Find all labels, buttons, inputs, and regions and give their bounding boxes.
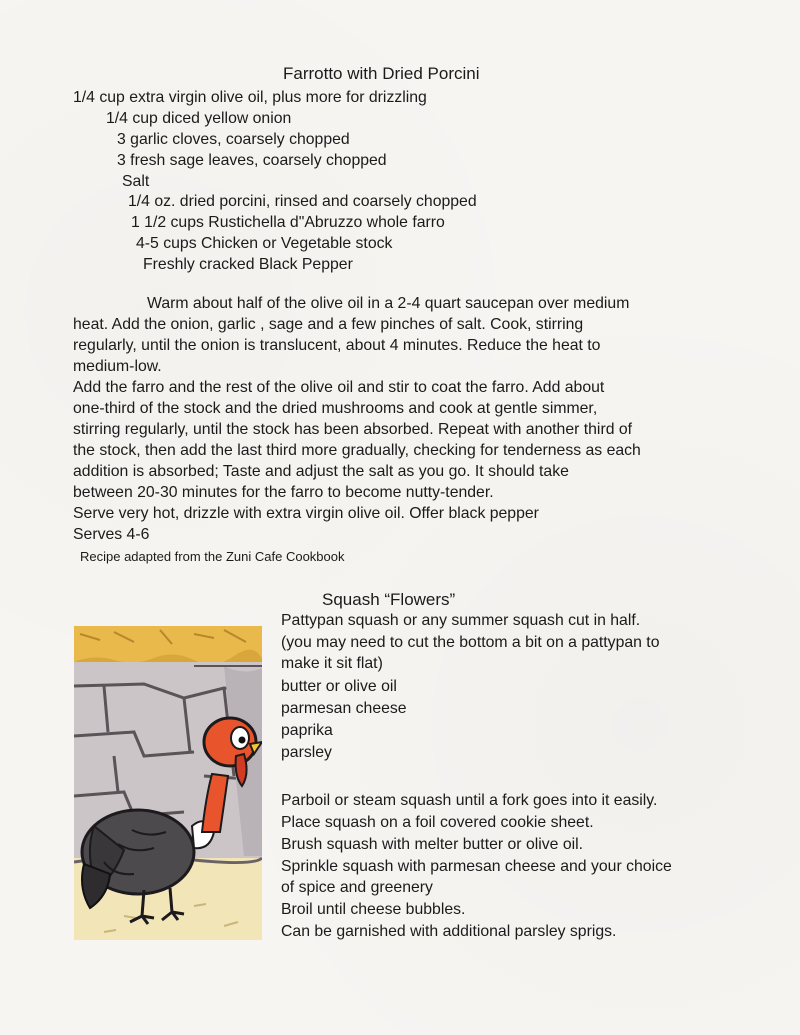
instruction-line: between 20-30 minutes for the farro to become nutty-tender. (73, 484, 494, 501)
ingredient-line: 1/4 cup diced yellow onion (106, 110, 292, 127)
instruction-line: Sprinkle squash with parmesan cheese and your choice (281, 858, 672, 875)
ingredient-line: make it sit flat) (281, 655, 383, 672)
turkey-cartoon (74, 626, 262, 940)
instruction-line: Broil until cheese bubbles. (281, 901, 466, 918)
ingredient-line: paprika (281, 722, 333, 739)
instruction-line: Brush squash with melter butter or olive oil. (281, 836, 584, 853)
ingredients-squash (281, 610, 660, 763)
ingredient-line: Freshly cracked Black Pepper (143, 256, 353, 273)
ingredient-line: 1/4 oz. dried porcini, rinsed and coarsely chopped (128, 193, 477, 210)
instruction-line: Serve very hot, drizzle with extra virgin olive oil. Offer black pepper (73, 505, 539, 522)
recipe-title-squash: Squash “Flowers” (322, 590, 456, 609)
instruction-line: regularly, until the onion is translucent, about 4 minutes. Reduce the heat to (73, 337, 601, 354)
instructions-squash (281, 790, 672, 942)
ingredient-line: butter or olive oil (281, 678, 397, 695)
instruction-line: Add the farro and the rest of the olive oil and stir to coat the farro. Add about (73, 379, 605, 396)
instruction-line: of spice and greenery (281, 879, 433, 896)
instruction-line: stirring regularly, until the stock has been absorbed. Repeat with another third of (73, 421, 633, 438)
ingredient-line: Salt (122, 173, 150, 190)
ingredient-line: 4-5 cups Chicken or Vegetable stock (136, 235, 393, 252)
instruction-line: the stock, then add the last third more gradually, checking for tenderness as each (73, 442, 641, 459)
ingredient-line: 3 garlic cloves, coarsely chopped (117, 131, 350, 148)
ingredient-line: 1 1/2 cups Rustichella d"Abruzzo whole farro (131, 214, 445, 231)
recipe-credit: Recipe adapted from the Zuni Cafe Cookbook (80, 549, 345, 564)
ingredient-line: (you may need to cut the bottom a bit on a pattypan to (281, 634, 660, 651)
instruction-line: Can be garnished with additional parsley sprigs. (281, 923, 617, 940)
ingredient-line: 3 fresh sage leaves, coarsely chopped (117, 152, 387, 169)
instruction-line: addition is absorbed; Taste and adjust the salt as you go. It should take (73, 463, 569, 480)
instruction-line: heat. Add the onion, garlic , sage and a few pinches of salt. Cook, stirring (73, 316, 584, 333)
instruction-line: medium-low. (73, 358, 162, 375)
recipe-title-farrotto: Farrotto with Dried Porcini (283, 64, 480, 83)
ingredient-line: parsley (281, 744, 332, 761)
instruction-line: one-third of the stock and the dried mushrooms and cook at gentle simmer, (73, 400, 598, 417)
instruction-line: Place squash on a foil covered cookie sheet. (281, 814, 594, 831)
ingredient-line: parmesan cheese (281, 700, 407, 717)
instruction-line: Warm about half of the olive oil in a 2-4 quart saucepan over medium (147, 295, 630, 312)
ingredient-line: 1/4 cup extra virgin olive oil, plus more for drizzling (73, 89, 427, 106)
servings: Serves 4-6 (73, 526, 150, 543)
ingredient-line: Pattypan squash or any summer squash cut in half. (281, 612, 641, 629)
instruction-line: Parboil or steam squash until a fork goes into it easily. (281, 792, 658, 809)
instructions-farrotto (73, 293, 641, 545)
